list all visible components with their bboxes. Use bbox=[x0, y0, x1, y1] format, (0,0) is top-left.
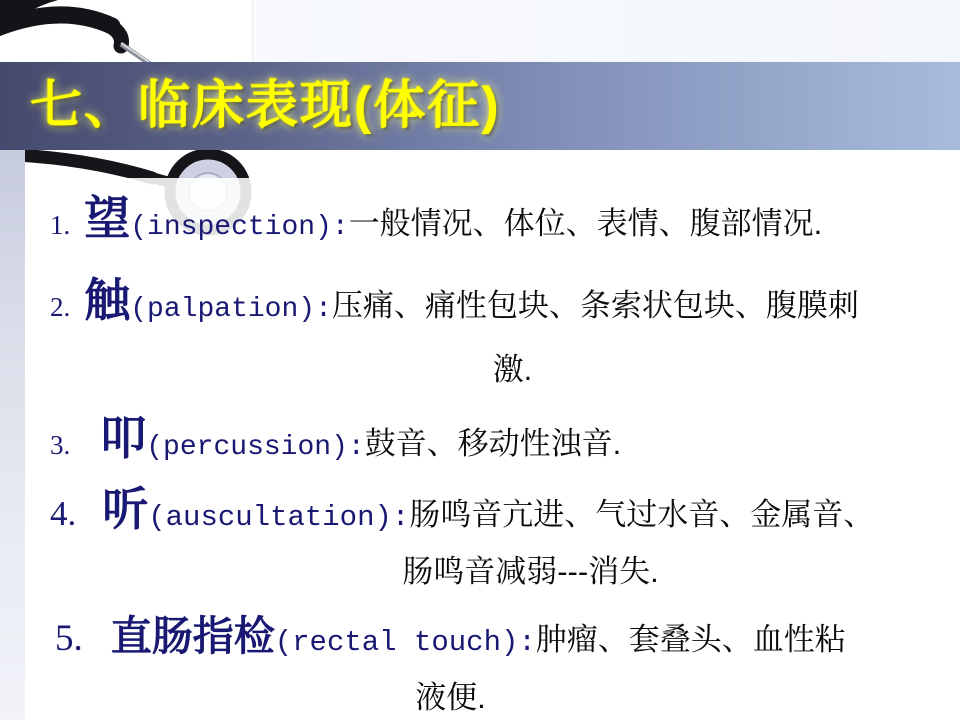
item-keyword: 听 bbox=[102, 483, 149, 535]
list-item-2-continuation: 激. bbox=[492, 352, 533, 387]
stethoscope-eartube-icon bbox=[0, 0, 260, 62]
item-text: 一般情况、体位、表情、腹部情况. bbox=[348, 206, 823, 241]
list-item-4 bbox=[25, 480, 960, 550]
page-title: 七、临床表现(体征) bbox=[30, 77, 501, 135]
list-item-3 bbox=[25, 410, 960, 478]
list-item-2 bbox=[25, 272, 960, 340]
item-number: 4. bbox=[50, 494, 77, 533]
item-keyword: 望 bbox=[84, 192, 131, 244]
item-text: 压痛、痛性包块、条索状包块、腹膜刺 bbox=[331, 288, 859, 323]
content-panel bbox=[25, 178, 960, 720]
item-text: 肠鸣音亢进、气过水音、金属音、 bbox=[409, 497, 875, 532]
list-item-4-continuation: 肠鸣音减弱---消失. bbox=[402, 554, 659, 589]
slide-header bbox=[0, 62, 960, 150]
item-english: (percussion): bbox=[146, 432, 365, 463]
item-number: 5. bbox=[55, 618, 83, 659]
item-english: (inspection): bbox=[130, 212, 349, 243]
item-text: 鼓音、移动性浊音. bbox=[364, 426, 622, 461]
stethoscope-photo bbox=[0, 0, 960, 62]
item-number: 1. bbox=[50, 210, 71, 240]
item-keyword: 叩 bbox=[100, 412, 147, 464]
list-item-1 bbox=[25, 190, 960, 258]
item-english: (palpation): bbox=[130, 294, 332, 325]
left-margin-strip bbox=[0, 150, 25, 720]
list-item-5-continuation: 液便. bbox=[415, 680, 486, 715]
item-number: 3. bbox=[50, 430, 71, 460]
photo-edge-line bbox=[252, 0, 253, 62]
item-keyword: 直肠指检 bbox=[110, 613, 275, 659]
item-english: (rectal touch): bbox=[274, 626, 536, 659]
item-text: 肿瘤、套叠头、血性粘 bbox=[535, 622, 846, 657]
list-item-5 bbox=[25, 606, 960, 676]
item-number: 2. bbox=[50, 292, 71, 322]
item-english: (auscultation): bbox=[148, 501, 410, 534]
item-keyword: 触 bbox=[84, 274, 131, 326]
